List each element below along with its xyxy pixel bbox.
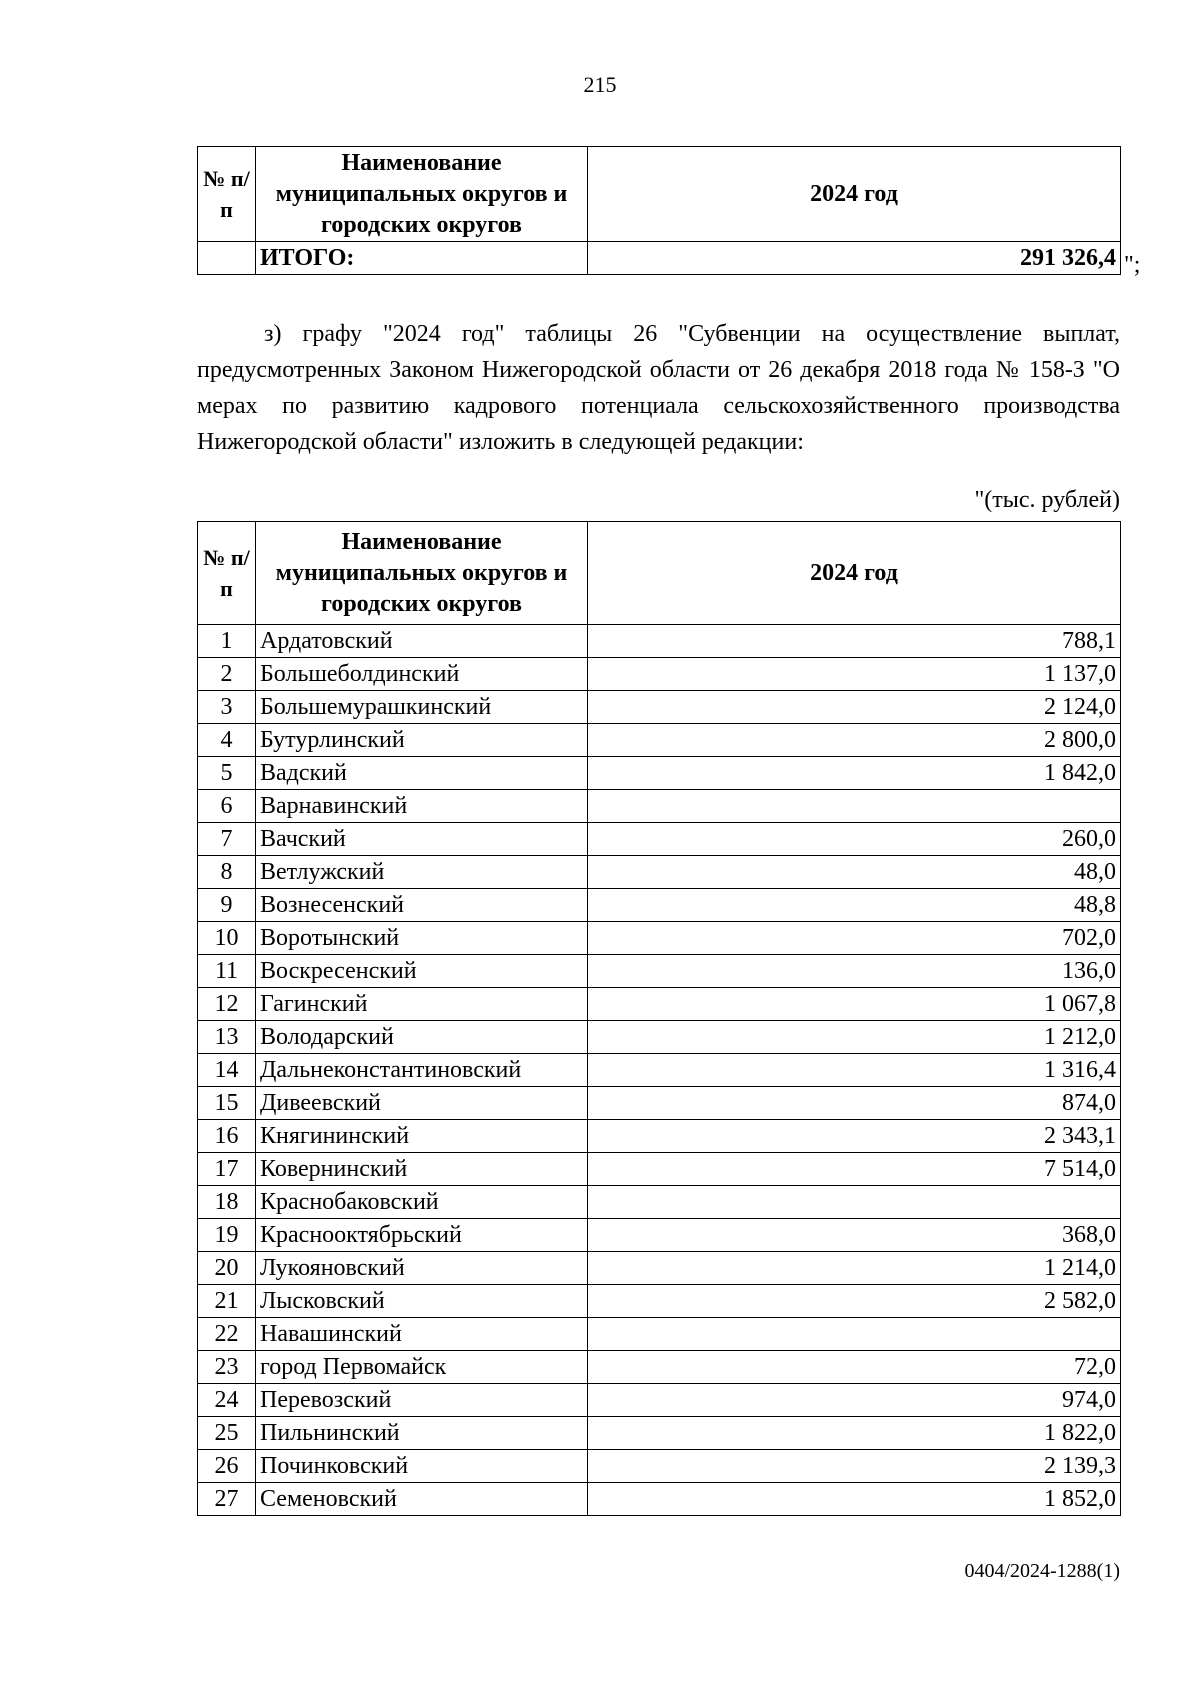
subvention-value: 136,0: [588, 955, 1121, 988]
district-name: Лукояновский: [256, 1252, 588, 1285]
district-name: Володарский: [256, 1021, 588, 1054]
total-label: ИТОГО:: [256, 242, 588, 275]
district-name: Семеновский: [256, 1483, 588, 1516]
row-number: 6: [198, 790, 256, 823]
row-number: 14: [198, 1054, 256, 1087]
subvention-value: 1 067,8: [588, 988, 1121, 1021]
subvention-value: 2 800,0: [588, 724, 1121, 757]
table-row: [198, 790, 1121, 823]
district-name: Перевозский: [256, 1384, 588, 1417]
subvention-value: 2 139,3: [588, 1450, 1121, 1483]
district-name: Варнавинский: [256, 790, 588, 823]
table-row: [198, 1153, 1121, 1186]
subvention-table: [197, 521, 1121, 1516]
table-row: [198, 724, 1121, 757]
subvention-value: 1 212,0: [588, 1021, 1121, 1054]
subvention-value: 48,8: [588, 889, 1121, 922]
table-row: [198, 1120, 1121, 1153]
document-code: 0404/2024-1288(1): [964, 1560, 1120, 1582]
header-num: № п/п: [198, 522, 256, 625]
table-row: [198, 1417, 1121, 1450]
total-row: [198, 242, 1121, 275]
row-number: 12: [198, 988, 256, 1021]
row-number: 25: [198, 1417, 256, 1450]
table-row: [198, 1087, 1121, 1120]
subvention-value: 2 343,1: [588, 1120, 1121, 1153]
table-row: [198, 1219, 1121, 1252]
subvention-value: 2 582,0: [588, 1285, 1121, 1318]
district-name: Краснооктябрьский: [256, 1219, 588, 1252]
subvention-value: 788,1: [588, 625, 1121, 658]
subvention-value: 974,0: [588, 1384, 1121, 1417]
row-number: 5: [198, 757, 256, 790]
district-name: Гагинский: [256, 988, 588, 1021]
row-number: 3: [198, 691, 256, 724]
subvention-value: 2 124,0: [588, 691, 1121, 724]
subvention-value: 368,0: [588, 1219, 1121, 1252]
row-number: 23: [198, 1351, 256, 1384]
row-number: 9: [198, 889, 256, 922]
subvention-value: [588, 1318, 1121, 1351]
header-name: Наименование муниципальных округов и городских округов: [256, 522, 588, 625]
subvention-value: [588, 1186, 1121, 1219]
row-number: 20: [198, 1252, 256, 1285]
table-row: [198, 1483, 1121, 1516]
row-number: 2: [198, 658, 256, 691]
table-row: [198, 889, 1121, 922]
table-row: [198, 988, 1121, 1021]
row-number: 16: [198, 1120, 256, 1153]
row-number: 26: [198, 1450, 256, 1483]
district-name: Ковернинский: [256, 1153, 588, 1186]
district-name: Вознесенский: [256, 889, 588, 922]
row-number: 8: [198, 856, 256, 889]
district-name: Княгининский: [256, 1120, 588, 1153]
table-row: [198, 1318, 1121, 1351]
subvention-value: 1 316,4: [588, 1054, 1121, 1087]
subvention-value: 1 214,0: [588, 1252, 1121, 1285]
row-number: 22: [198, 1318, 256, 1351]
table-row: [198, 823, 1121, 856]
total-num-cell: [198, 242, 256, 275]
subvention-value: 1 842,0: [588, 757, 1121, 790]
district-name: Починковский: [256, 1450, 588, 1483]
row-number: 24: [198, 1384, 256, 1417]
table-row: [198, 955, 1121, 988]
total-value: 291 326,4: [588, 242, 1121, 275]
subvention-value: 7 514,0: [588, 1153, 1121, 1186]
row-number: 11: [198, 955, 256, 988]
header-name: Наименование муниципальных округов и городских округов: [256, 147, 588, 242]
district-name: Воротынский: [256, 922, 588, 955]
table-row: [198, 1384, 1121, 1417]
district-name: Воскресенский: [256, 955, 588, 988]
district-name: Большемурашкинский: [256, 691, 588, 724]
row-number: 7: [198, 823, 256, 856]
district-name: Ардатовский: [256, 625, 588, 658]
top-summary-table: [197, 146, 1121, 275]
district-name: Лысковский: [256, 1285, 588, 1318]
closing-mark: ";: [1124, 252, 1141, 278]
district-name: Навашинский: [256, 1318, 588, 1351]
district-name: Вачский: [256, 823, 588, 856]
row-number: 21: [198, 1285, 256, 1318]
subvention-value: 260,0: [588, 823, 1121, 856]
table-row: [198, 1054, 1121, 1087]
subvention-value: 1 137,0: [588, 658, 1121, 691]
row-number: 4: [198, 724, 256, 757]
district-name: Пильнинский: [256, 1417, 588, 1450]
row-number: 27: [198, 1483, 256, 1516]
table-row: [198, 856, 1121, 889]
subvention-value: [588, 790, 1121, 823]
table-header-row: [198, 522, 1121, 625]
subvention-value: 72,0: [588, 1351, 1121, 1384]
subvention-value: 48,0: [588, 856, 1121, 889]
subvention-value: 1 822,0: [588, 1417, 1121, 1450]
amendment-paragraph: з) графу "2024 год" таблицы 26 "Субвенции на осуществление выплат, предусмотренных Законом Нижегородской области от 26 декабря 2018 года № 158-З "О мерах по развитию кадрового потенциала сельскохозяйственного производства Нижегородской области" изложить в следующей редакции:: [197, 321, 1120, 455]
district-name: Бутурлинский: [256, 724, 588, 757]
header-year: 2024 год: [588, 522, 1121, 625]
header-year: 2024 год: [588, 147, 1121, 242]
table-row: [198, 1021, 1121, 1054]
table-row: [198, 757, 1121, 790]
table-row: [198, 625, 1121, 658]
table-row: [198, 658, 1121, 691]
row-number: 13: [198, 1021, 256, 1054]
row-number: 17: [198, 1153, 256, 1186]
table-header-row: [198, 147, 1121, 242]
header-num: № п/п: [198, 147, 256, 242]
row-number: 15: [198, 1087, 256, 1120]
row-number: 10: [198, 922, 256, 955]
table-row: [198, 1285, 1121, 1318]
subvention-value: 1 852,0: [588, 1483, 1121, 1516]
district-name: Ветлужский: [256, 856, 588, 889]
subvention-value: 702,0: [588, 922, 1121, 955]
page-number: 215: [583, 72, 617, 97]
units-label: "(тыс. рублей): [974, 487, 1120, 513]
district-name: Дивеевский: [256, 1087, 588, 1120]
district-name: Вадский: [256, 757, 588, 790]
row-number: 1: [198, 625, 256, 658]
table-row: [198, 1186, 1121, 1219]
table-row: [198, 691, 1121, 724]
table-row: [198, 1450, 1121, 1483]
subvention-value: 874,0: [588, 1087, 1121, 1120]
district-name: Краснобаковский: [256, 1186, 588, 1219]
district-name: город Первомайск: [256, 1351, 588, 1384]
table-row: [198, 1351, 1121, 1384]
row-number: 19: [198, 1219, 256, 1252]
district-name: Дальнеконстантиновский: [256, 1054, 588, 1087]
row-number: 18: [198, 1186, 256, 1219]
table-row: [198, 922, 1121, 955]
district-name: Большеболдинский: [256, 658, 588, 691]
table-row: [198, 1252, 1121, 1285]
